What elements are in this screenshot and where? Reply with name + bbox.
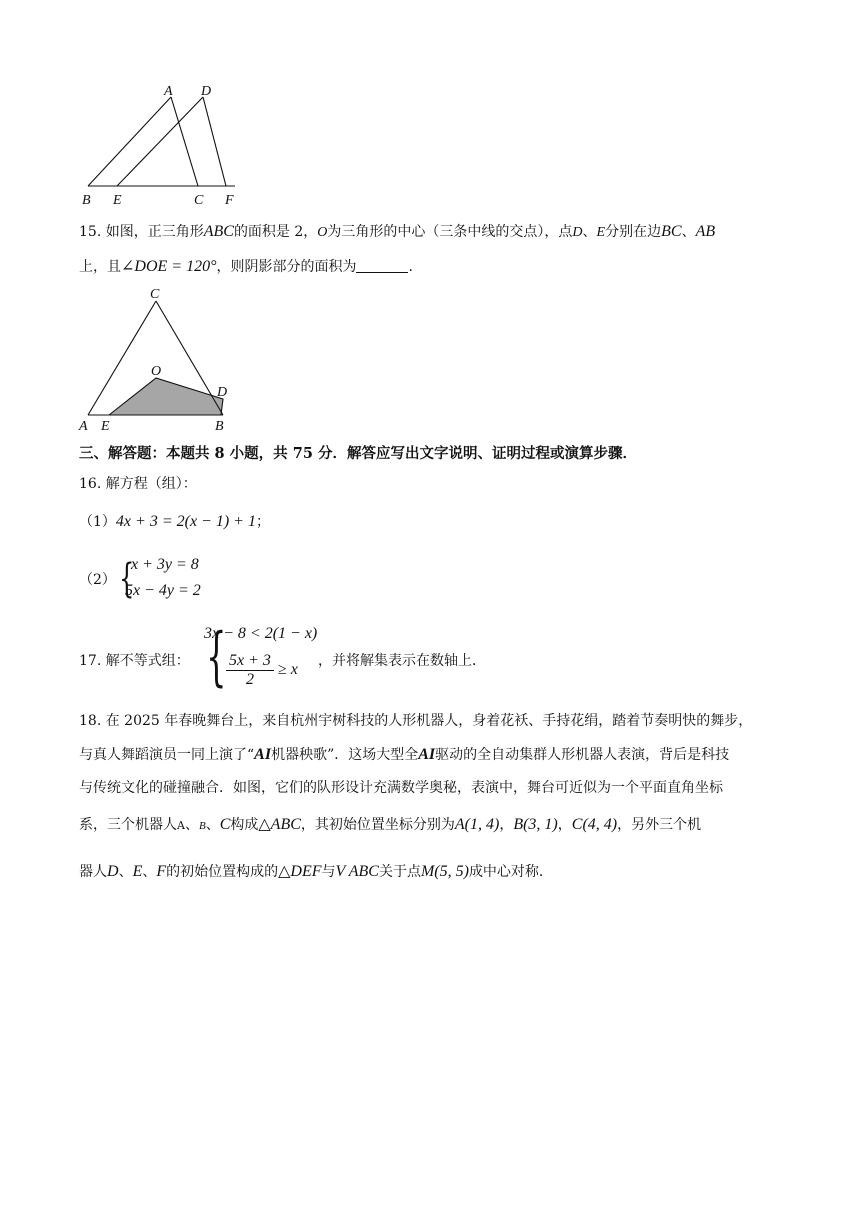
q17-frac-denominator: 2 — [245, 671, 254, 688]
label-C: C — [150, 287, 160, 302]
q16-part2-label: （2） — [79, 572, 116, 588]
q17-brace: { — [206, 620, 227, 694]
label-F: F — [225, 193, 234, 208]
q18-line1: 18. 在 2025 年春晚舞台上，来自杭州宇树科技的人形机器人，身着花袄、手持花绢，踏着节奏明快的舞步， — [79, 713, 753, 729]
q18-line2: 与真人舞蹈演员一同上演了“AI机器秧歌”．这场大型全AI驱动的全自动集群人形机器人表演，背后是科技 — [79, 746, 730, 763]
label-B: B — [215, 419, 224, 433]
label-O: O — [151, 364, 162, 379]
q17-ineq2: $\frac{5x + 3}{2}$ ≥ x — [226, 652, 298, 689]
q16-brace: { — [119, 556, 135, 602]
q16-title: 16. 解方程（组）： — [79, 476, 197, 492]
q16-eq1: x + 3y = 8 — [131, 556, 199, 573]
label-E: E — [113, 193, 122, 208]
q17-ineq1: 3x − 8 < 2(1 − x) — [204, 625, 318, 642]
q15-line2: 上，且∠DOE = 120°，则阴影部分的面积为 . — [79, 258, 413, 275]
label-E: E — [101, 419, 110, 433]
q18-line4: 系，三个机器人A、B、C构成△ABC，其初始位置坐标分别为A(1, 4)，B(3, 1)，C(4, 4)，另外三个机 — [79, 816, 702, 833]
label-D: D — [201, 84, 212, 99]
q17-frac-numerator: 5x + 3 — [226, 652, 274, 671]
label-A: A — [79, 419, 88, 433]
q17-label: 17. 解不等式组： — [79, 653, 190, 669]
q15-line1: 15. 如图，正三角形ABC的面积是 2，O为三角形的中心（三条中线的交点），点D、E分别在边BC、AB — [79, 223, 716, 240]
label-A: A — [164, 84, 173, 99]
q16-eq2: 5x − 4y = 2 — [125, 582, 201, 599]
q18-line3: 与传统文化的碰撞融合．如图，它们的队形设计充满数学奥秘，表演中，舞台可近似为一个平面直角坐标 — [79, 780, 723, 796]
q16-part1: （1）4x + 3 = 2(x − 1) + 1； — [79, 513, 270, 530]
section-heading: 三、解答题：本题共 8 小题，共 75 分．解答应写出文字说明、证明过程或演算步骤． — [79, 445, 637, 462]
figure-equilateral-triangle — [70, 283, 240, 433]
label-B: B — [82, 193, 91, 208]
answer-blank — [356, 258, 408, 273]
q18-line5: 器人D、E、F的初始位置构成的△DEF与V ABC关于点M(5, 5)成中心对称． — [79, 863, 553, 880]
q17-tail: ，并将解集表示在数轴上． — [318, 653, 486, 669]
label-D: D — [217, 385, 228, 400]
label-C: C — [194, 193, 204, 208]
figure-parallel-triangles — [70, 80, 250, 210]
